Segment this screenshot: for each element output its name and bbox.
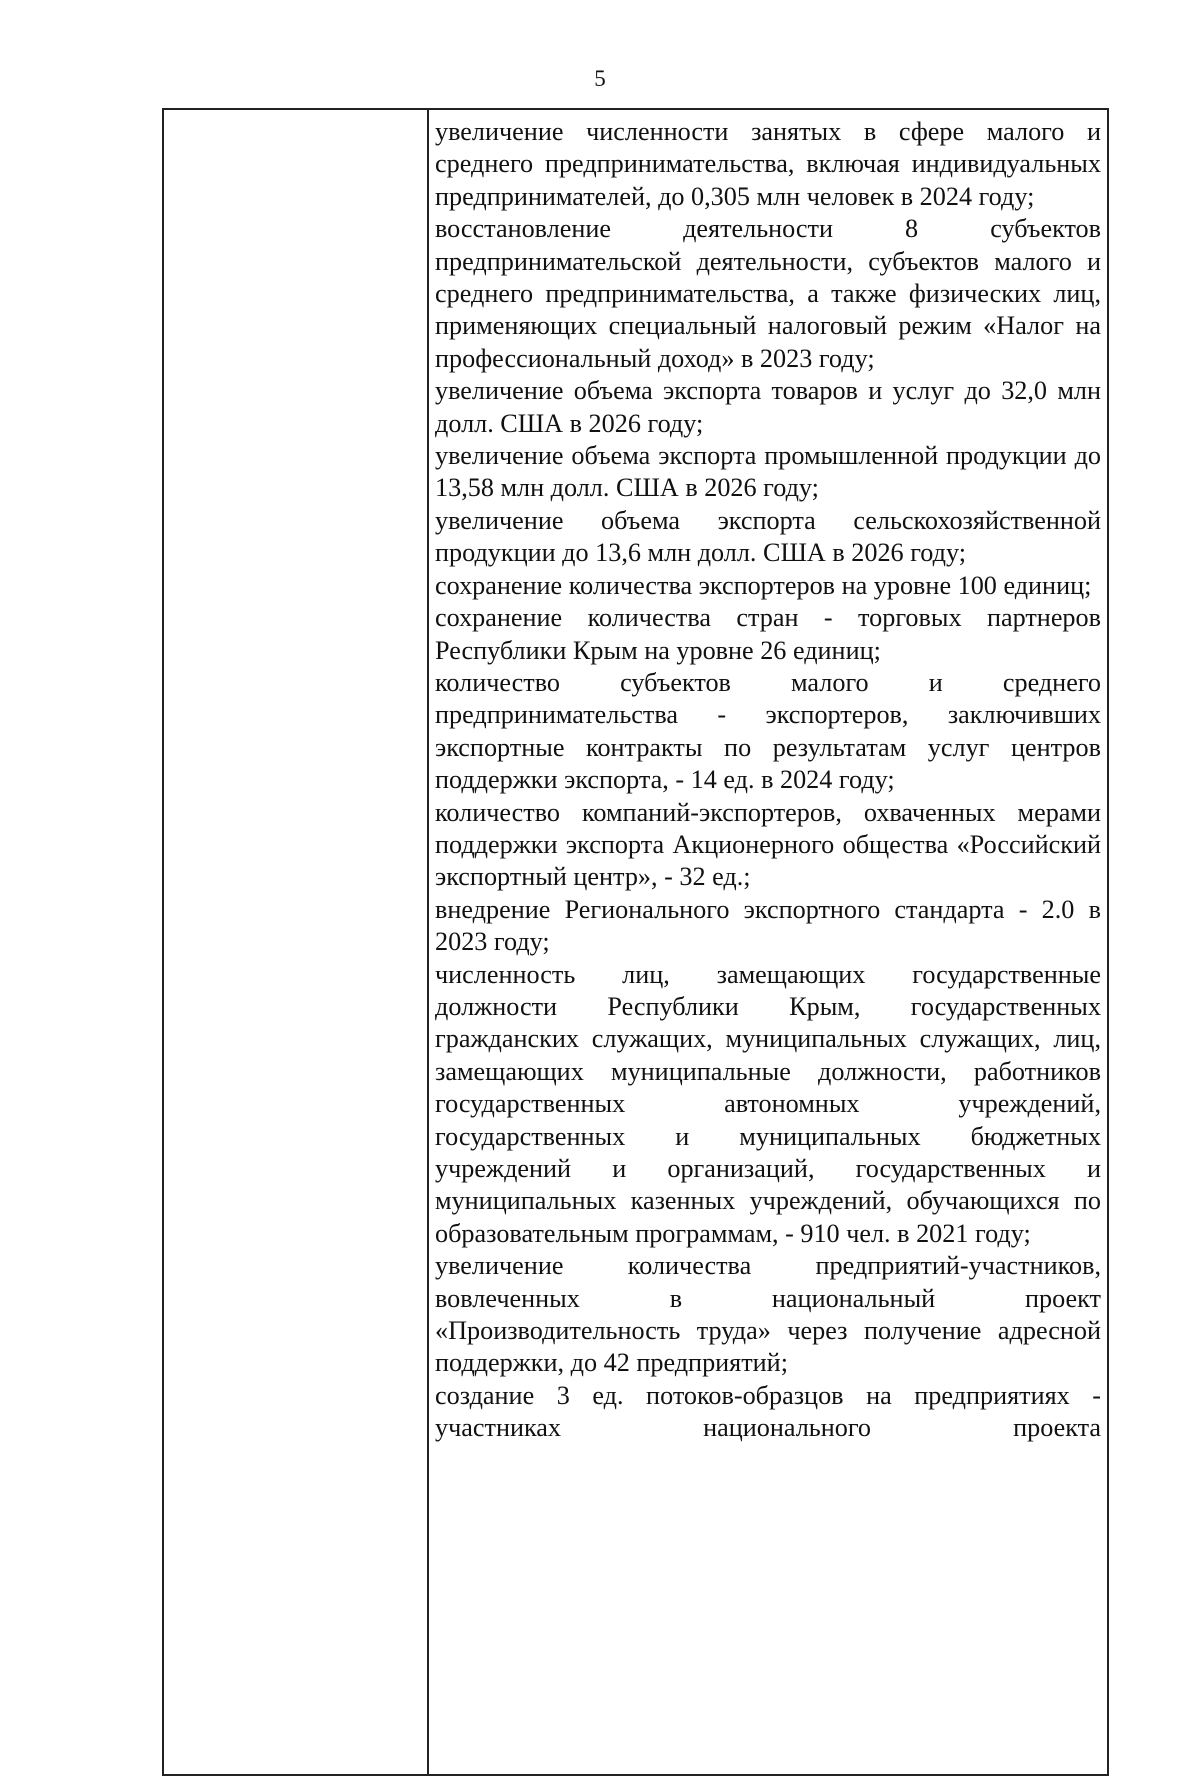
page-number: 5 (594, 66, 606, 91)
paragraph-trade-partners: сохранение количества стран - торговых партнеров Республики Крым на уровне 26 единиц; (435, 603, 1101, 665)
paragraph-restoration-activity: восстановление деятельности 8 субъектов предпринимательской деятельности, субъектов малого и среднего предпринимательства, а также физических лиц, применяющих специальный налоговый режим «Налог на профессиональный доход» в 2023 году; (435, 214, 1101, 373)
paragraph-model-streams: создание 3 ед. потоков-образцов на предприятиях - участниках национального проекта (435, 1380, 1101, 1443)
paragraph-rec-supported-exporters: количество компаний-экспортеров, охваченных мерами поддержки экспорта Акционерного общества «Российский экспортный центр», - 32 ед.; (435, 797, 1101, 892)
paragraph-training-count: численность лиц, замещающих государственные должности Республики Крым, государственных гражданских служащих, муниципальных служащих, лиц, замещающих муниципальные должности, работников государственных автономных учреждений, государственных и муниципальных бюджетных учреждений и организаций, государственных и муниципальных казенных учреждений, обучающихся по образовательным программам, - 910 чел. в 2021 году; (435, 959, 1101, 1248)
paragraph-sme-exporters-contracts: количество субъектов малого и среднего предпринимательства - экспортеров, заключивших экспортные контракты по результатам услуг центров поддержки экспорта, - 14 ед. в 2024 году; (435, 667, 1101, 795)
paragraph-regional-export-standard: внедрение Регионального экспортного стандарта - 2.0 в 2023 году; (435, 894, 1101, 957)
content-table (162, 108, 1109, 1776)
paragraph-productivity-participants: увеличение количества предприятий-участников, вовлеченных в национальный проект «Производительность труда» через получение адресной поддержки, до 42 предприятий; (435, 1251, 1101, 1378)
paragraph-export-industrial: увеличение объема экспорта промышленной продукции до 13,58 млн долл. США в 2026 году; (435, 441, 1101, 503)
paragraph-exporters-count: сохранение количества экспортеров на уровне 100 единиц; (435, 570, 1092, 600)
table-left-cell (164, 110, 429, 1774)
paragraph-export-goods-services: увеличение объема экспорта товаров и услуг до 32,0 млн долл. США в 2026 году; (435, 376, 1101, 438)
paragraph-export-agricultural: увеличение объема экспорта сельскохозяйственной продукции до 13,6 млн долл. США в 2026 году; (435, 505, 1101, 568)
table-right-cell (429, 110, 1107, 1774)
paragraph-employment-sme: увеличение численности занятых в сфере малого и среднего предпринимательства, включая индивидуальных предпринимателей, до 0,305 млн человек в 2024 году; (435, 117, 1101, 211)
